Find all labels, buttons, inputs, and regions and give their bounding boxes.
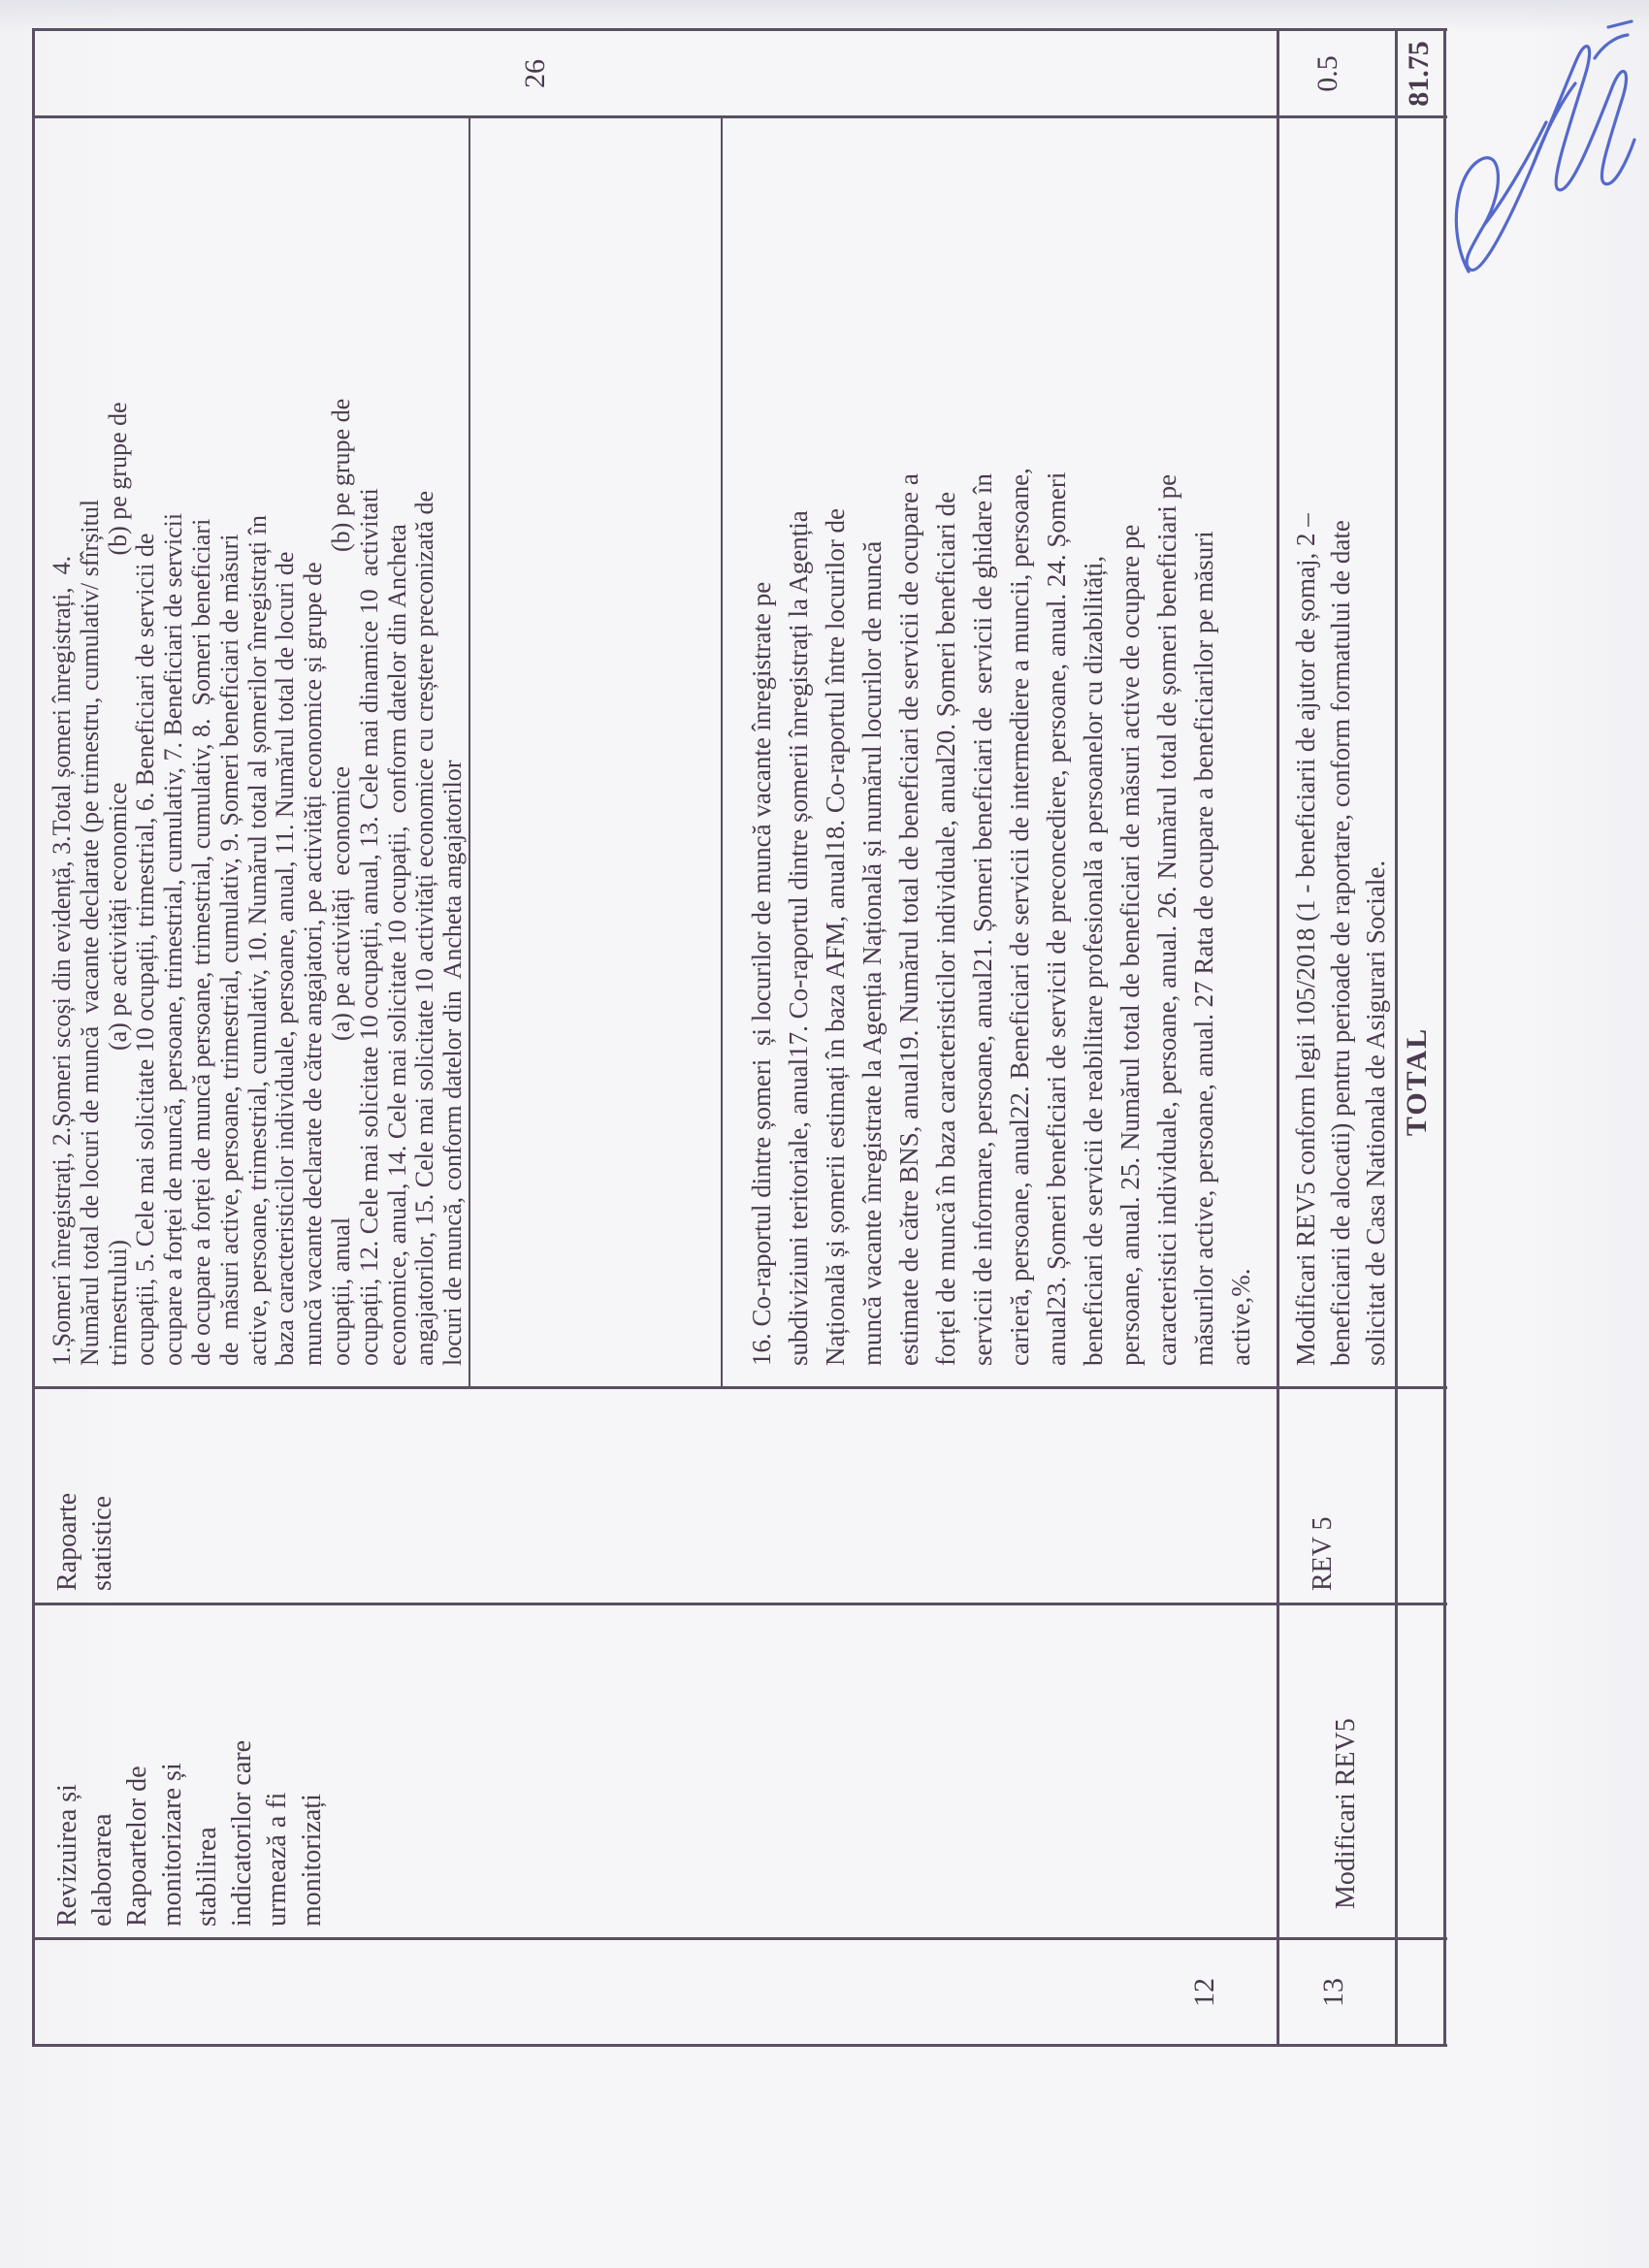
cell-report-type-13: REV 5 [1308,1516,1338,1591]
text-line: beneficiari de servicii de reabilitare profesională a persoanelor cu dizabilități, [1079,555,1108,1366]
text-line: ocupare a forței de muncă, persoane, trimestrial, cumulativ, 7. Beneficiari de servicii [159,512,188,1366]
cell-row-number-12: 12 [1188,1978,1220,2007]
text-line: caracteristici individuale, persoane, anual. 26. Numărul total de șomeri beneficiari pe [1152,473,1181,1366]
text-line: active, persoane, trimestrial, cumulativ, 10. Numărul total al șomerilor înregistrați în [242,514,272,1366]
text-line: Modificari REV5 conform legii 105/2018 (1 - beneficiarii de ajutor de șomaj, 2 – [1291,513,1320,1366]
text-line: trimestrului) (a) pe activități economice (b) pe grupe de [103,402,132,1366]
text-line: ocupații, 5. Cele mai solicitate 10 ocupații, trimestrial, 6. Beneficiari de servicii de [131,533,160,1366]
desc-subrule-2 [721,115,723,1389]
text-line: indicatorilor care [227,1739,257,1927]
cell-value-13: 0.5 [1311,55,1343,92]
text-line: ocupații, 12. Cele mai solicitate 10 ocupații, anual, 13. Cele mai dinamice 10 activitati [354,488,383,1366]
text-line: monitorizați [297,1794,327,1927]
table-border-left [32,2044,1447,2047]
text-line: de măsuri active, persoane, trimestrial, cumulativ, 9. Șomeri beneficiari de măsuri [214,534,243,1366]
text-line: monitorizare și [157,1763,187,1927]
text-line: măsurilor active, persoane, anual. 27 Rata de ocupare a beneficiarilor pe măsuri [1189,531,1218,1366]
cell-value-12: 26 [519,59,551,88]
text-line: angajatorilor, 15. Cele mai solicitate 10 activități economice cu creștere preconizată de [410,490,439,1366]
text-line: carieră, persoane, anual22. Beneficiari de servicii de intermediere a muncii, persoane, [1005,468,1034,1366]
text-line: Numărul total de locuri de muncă vacante declarate (pe trimestru, cumulativ/ sfîrșitul [75,499,104,1366]
text-line: stabilirea [192,1827,222,1927]
text-line: Rapoarte [52,1492,82,1591]
text-line: Rapoartelor de [122,1766,152,1927]
cell-description-12-block2 [743,118,1259,1366]
text-line: 1.Șomeri înregistrați, 2.Șomeri scoși din evidență, 3.Total șomeri înregistrați, 4. [48,555,76,1366]
table-border-top [32,28,35,2047]
text-line: persoane, anual. 25. Numărul total de beneficiari de măsuri active de ocupare pe [1116,524,1145,1366]
cell-report-type-12 [50,1391,120,1591]
text-line: baza caracteristicilor individuale, persoane, anual, 11. Numărul total de locuri de [271,551,300,1366]
cell-activity-12 [50,1606,330,1927]
text-line: ocupații, anual (a) pe activități economice (b) pe grupe de [326,398,355,1366]
row-rule-12-13 [1277,28,1279,2047]
text-line: urmează a fi [262,1792,292,1927]
total-label: TOTAL [1401,1026,1433,1137]
table-border-bottom [1443,28,1446,2047]
text-line: muncă vacante declarate de către angajatori, pe activități economice și grupe de [299,562,328,1366]
text-line: 16. Co-raportul dintre șomeri și locurilor de muncă vacante înregistrate pe [747,581,776,1366]
text-line: servicii de informare, persoane, anual21. Șomeri beneficiari de servicii de ghidare în [968,473,997,1366]
text-line: elaborarea [87,1813,117,1927]
text-line: statistice [87,1496,117,1591]
col-rule-no [32,1937,1447,1940]
text-line: subdiviziuni teritoriale, anual17. Co-raportul dintre șomerii înregistrați la Agenția [784,510,813,1366]
col-rule-activity [32,1603,1447,1605]
table-border-right [32,28,1447,31]
signature-icon [1441,8,1645,299]
text-line: economice, anual, 14. Cele mai solicitate 10 ocupații, conform datelor din Ancheta [382,524,411,1366]
text-line: solicitat de Casa Nationala de Asigurari Sociale. [1361,859,1390,1366]
text-line: Națională și șomerii estimați în baza AFM, anual18. Co-raportul între locurilor de [821,507,850,1366]
text-line: forței de muncă în baza caracteristicilor individuale, anual20. Șomeri beneficiari de [931,491,960,1366]
text-line: beneficiarii de alocatii) pentru perioade de raportare, conform formatului de date [1326,520,1355,1366]
text-line: estimate de către BNS, anual19. Numărul total de beneficiari de servicii de ocupare a [894,473,923,1366]
text-line: muncă vacante înregistrate la Agenția Națională și numărul locurilor de muncă [857,540,887,1366]
text-line: Revizuirea și [52,1784,82,1927]
text-line: de ocupare a forței de muncă persoane, trimestrial, cumulativ, 8. Șomeri beneficiari [186,518,215,1366]
cell-activity-13: Modificari REV5 [1331,1718,1361,1909]
cell-row-number-13: 13 [1317,1978,1349,2007]
total-value: 81.75 [1403,41,1435,107]
text-line: anual23. Șomeri beneficiari de servicii de preconcediere, persoane, anual. 24. Șomeri [1042,471,1071,1366]
text-line: locuri de muncă, conform datelor din Ancheta angajatorilor [438,760,468,1366]
row-rule-13-total [1395,28,1398,2047]
cell-description-13 [1288,118,1393,1366]
desc-subrule-1 [469,115,470,1389]
cell-description-12-block1 [48,118,468,1366]
text-line: active,%. [1226,1268,1255,1366]
col-rule-report [32,1386,1447,1389]
